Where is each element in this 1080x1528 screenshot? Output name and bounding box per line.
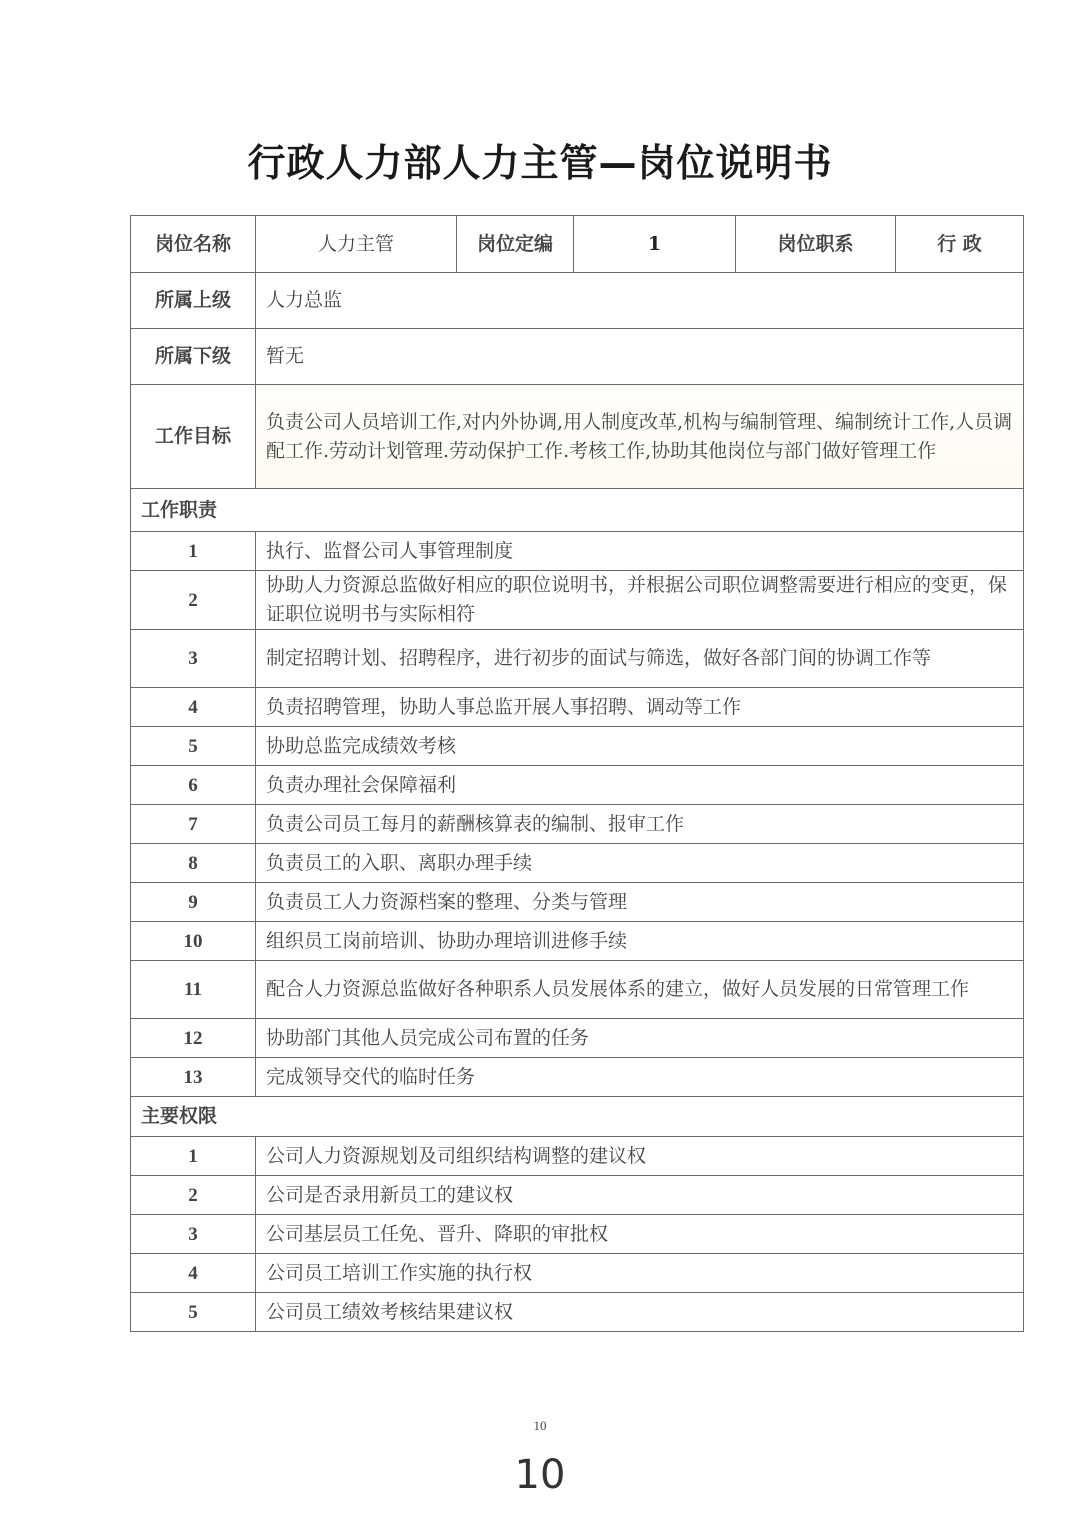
job-family-value: 行 政: [896, 216, 1024, 273]
job-family-label: 岗位职系: [736, 216, 896, 273]
subordinate-label: 所属下级: [131, 329, 256, 385]
subordinate-row: [131, 329, 1024, 385]
page-number-footer: 10: [533, 1418, 547, 1433]
authority-text: 公司是否录用新员工的建议权: [256, 1176, 1024, 1215]
authority-row: [131, 1254, 1024, 1293]
superior-label: 所属上级: [131, 273, 256, 329]
responsibilities-heading: 工作职责: [131, 489, 1024, 532]
responsibility-text: 完成领导交代的临时任务: [256, 1058, 1024, 1097]
responsibility-text: 负责招聘管理，协助人事总监开展人事招聘、调动等工作: [256, 688, 1024, 727]
responsibility-number: 11: [131, 961, 256, 1019]
authority-number: 2: [131, 1176, 256, 1215]
responsibility-text: 组织员工岗前培训、协助办理培训进修手续: [256, 922, 1024, 961]
responsibility-row: [131, 727, 1024, 766]
responsibility-row: [131, 766, 1024, 805]
responsibility-number: 7: [131, 805, 256, 844]
page-title: 行政人力部人力主管—岗位说明书: [247, 141, 833, 185]
responsibility-row: [131, 571, 1024, 630]
position-name-value: 人力主管: [256, 216, 457, 273]
responsibility-number: 10: [131, 922, 256, 961]
responsibility-number: 12: [131, 1019, 256, 1058]
authorities-section: [131, 1097, 1024, 1137]
responsibility-row: [131, 688, 1024, 727]
responsibility-text: 执行、监督公司人事管理制度: [256, 532, 1024, 571]
responsibility-text: 协助总监完成绩效考核: [256, 727, 1024, 766]
responsibility-number: 4: [131, 688, 256, 727]
headcount-label: 岗位定编: [457, 216, 574, 273]
responsibility-text: 协助部门其他人员完成公司布置的任务: [256, 1019, 1024, 1058]
authority-text: 公司人力资源规划及司组织结构调整的建议权: [256, 1137, 1024, 1176]
responsibility-row: [131, 630, 1024, 688]
position-name-label: 岗位名称: [131, 216, 256, 273]
authority-row: [131, 1176, 1024, 1215]
responsibility-text: 制定招聘计划、招聘程序，进行初步的面试与筛选，做好各部门间的协调工作等: [256, 630, 1024, 688]
responsibility-text: 负责员工人力资源档案的整理、分类与管理: [256, 883, 1024, 922]
responsibility-number: 8: [131, 844, 256, 883]
authority-row: [131, 1215, 1024, 1254]
goal-row: [131, 385, 1024, 489]
responsibility-row: [131, 961, 1024, 1019]
responsibility-number: 3: [131, 630, 256, 688]
responsibility-row: [131, 844, 1024, 883]
responsibilities-section: [131, 489, 1024, 532]
authority-text: 公司员工培训工作实施的执行权: [256, 1254, 1024, 1293]
header-row: [131, 216, 1024, 273]
authority-number: 5: [131, 1293, 256, 1332]
responsibility-text: 负责员工的入职、离职办理手续: [256, 844, 1024, 883]
responsibility-text: 负责公司员工每月的薪酬核算表的编制、报审工作: [256, 805, 1024, 844]
responsibility-number: 6: [131, 766, 256, 805]
subordinate-value: 暂无: [256, 329, 1024, 385]
goal-value: 负责公司人员培训工作,对内外协调,用人制度改革,机构与编制管理、编制统计工作,人员调配工作.劳动计划管理.劳动保护工作.考核工作,协助其他岗位与部门做好管理工作: [256, 385, 1024, 489]
goal-label: 工作目标: [131, 385, 256, 489]
responsibility-text: 配合人力资源总监做好各种职系人员发展体系的建立，做好人员发展的日常管理工作: [256, 961, 1024, 1019]
page-number-large: 10: [514, 1452, 566, 1498]
authority-text: 公司基层员工任免、晋升、降职的审批权: [256, 1215, 1024, 1254]
responsibility-row: [131, 1058, 1024, 1097]
responsibility-row: [131, 1019, 1024, 1058]
authority-row: [131, 1293, 1024, 1332]
responsibility-number: 1: [131, 532, 256, 571]
responsibility-number: 2: [131, 571, 256, 630]
authority-number: 4: [131, 1254, 256, 1293]
authorities-heading: 主要权限: [131, 1097, 1024, 1137]
headcount-value: 1: [574, 216, 736, 273]
responsibility-text: 负责办理社会保障福利: [256, 766, 1024, 805]
responsibility-number: 5: [131, 727, 256, 766]
responsibility-number: 9: [131, 883, 256, 922]
authority-number: 1: [131, 1137, 256, 1176]
responsibility-row: [131, 922, 1024, 961]
job-description-table: [130, 215, 1024, 1332]
superior-row: [131, 273, 1024, 329]
responsibility-row: [131, 883, 1024, 922]
authority-text: 公司员工绩效考核结果建议权: [256, 1293, 1024, 1332]
superior-value: 人力总监: [256, 273, 1024, 329]
authority-number: 3: [131, 1215, 256, 1254]
authority-row: [131, 1137, 1024, 1176]
responsibility-row: [131, 805, 1024, 844]
responsibility-row: [131, 532, 1024, 571]
responsibility-number: 13: [131, 1058, 256, 1097]
responsibility-text: 协助人力资源总监做好相应的职位说明书，并根据公司职位调整需要进行相应的变更，保证职位说明书与实际相符: [256, 571, 1024, 630]
